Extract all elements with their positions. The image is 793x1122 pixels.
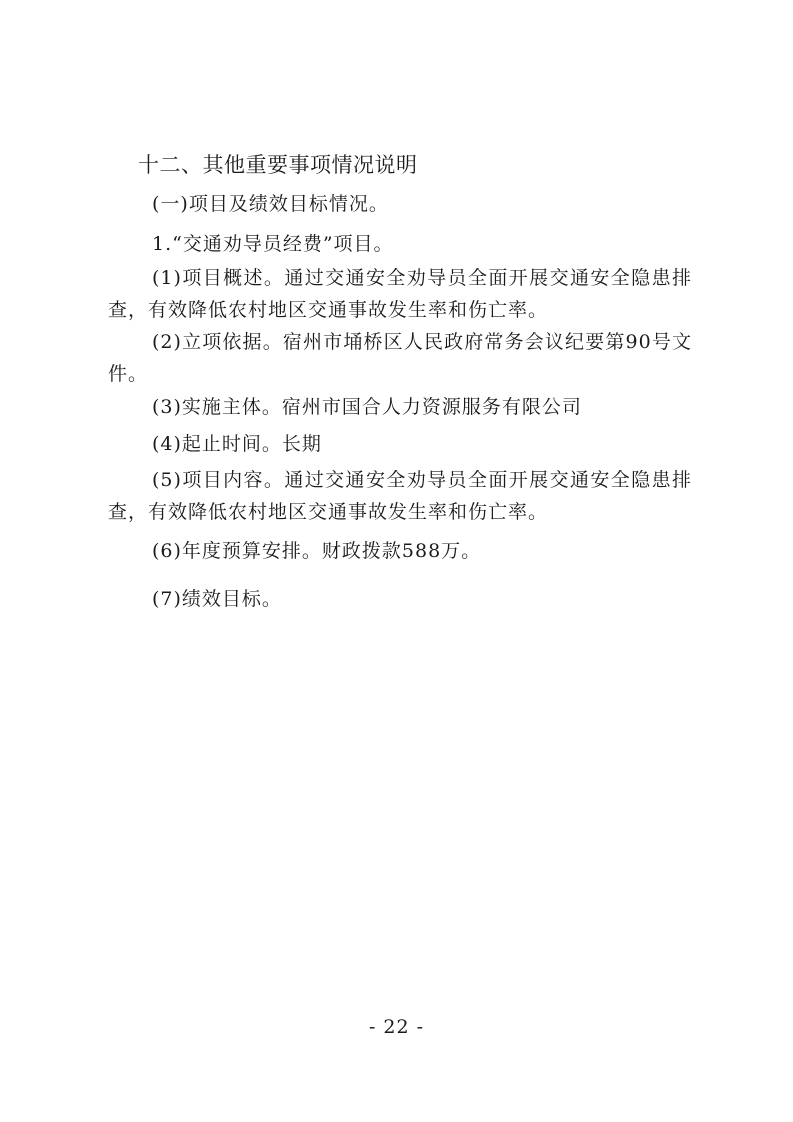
project-title: 1.“交通劝导员经费”项目。: [152, 233, 394, 255]
paragraph-performance-target: (7)绩效目标。: [152, 588, 282, 610]
paragraph-implementer: (3)实施主体。宿州市国合人力资源服务有限公司: [152, 396, 582, 418]
paragraph-budget: (6)年度预算安排。财政拨款588万。: [152, 540, 482, 562]
section-heading: 十二、其他重要事项情况说明: [138, 153, 418, 177]
paragraph-content: (5)项目内容。通过交通安全劝导员全面开展交通安全隐患排查，有效降低农村地区交通事故发生率和伤亡率。: [108, 469, 692, 523]
paragraph-basis: (2)立项依据。宿州市埇桥区人民政府常务会议纪要第90号文件。: [108, 331, 692, 385]
subsection-heading: (一)项目及绩效目标情况。: [152, 193, 389, 215]
paragraph-duration: (4)起止时间。长期: [152, 433, 322, 455]
page-number: - 22 -: [368, 1016, 425, 1038]
paragraph-overview: (1)项目概述。通过交通安全劝导员全面开展交通安全隐患排查，有效降低农村地区交通事故发生率和伤亡率。: [108, 267, 692, 321]
